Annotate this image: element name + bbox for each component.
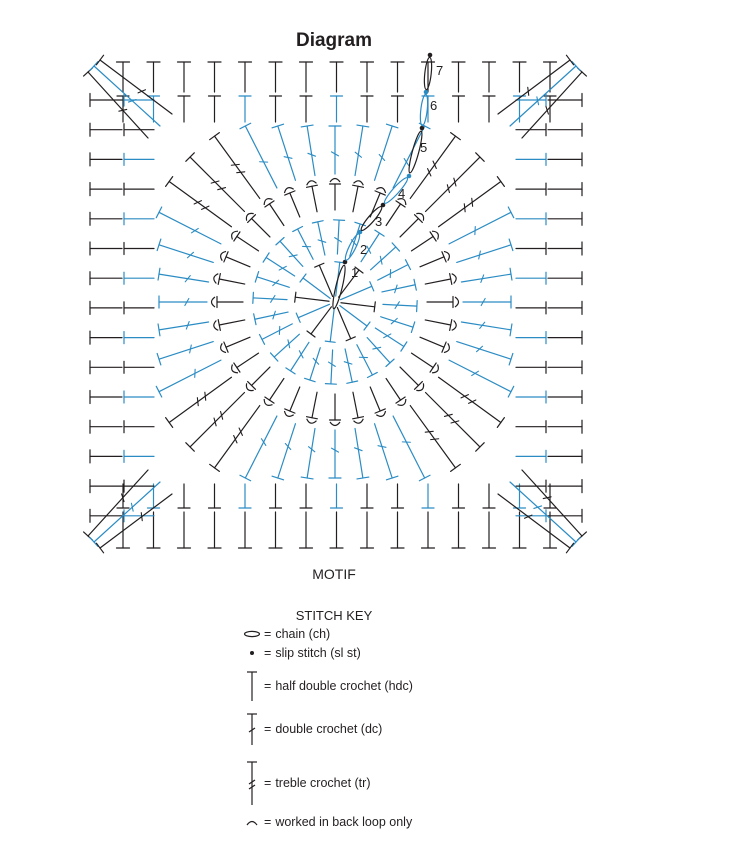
back-loop-mark bbox=[354, 180, 364, 185]
stitch-left-outer bbox=[90, 183, 122, 196]
stitch-round-3 bbox=[265, 201, 284, 226]
stitch-left-outer bbox=[90, 391, 122, 404]
stitch-corner bbox=[510, 482, 580, 546]
stitch-round-2 bbox=[371, 243, 400, 270]
hdc-icon bbox=[243, 670, 261, 702]
stitch-bottom-mid bbox=[300, 484, 312, 508]
stitch-right-outer bbox=[548, 123, 582, 136]
stitch-round-2 bbox=[334, 220, 345, 254]
stitch-bottom-outer bbox=[269, 512, 282, 548]
stitch-corner bbox=[90, 482, 160, 546]
stitch-top-outer bbox=[300, 62, 313, 92]
back-loop-mark bbox=[455, 297, 459, 307]
stitch-bottom-mid bbox=[209, 484, 221, 508]
stitch-round-3 bbox=[330, 184, 341, 210]
stitch-round-3 bbox=[234, 232, 259, 251]
stitch-top-outer bbox=[208, 62, 221, 92]
stitch-round-3 bbox=[224, 337, 250, 352]
stitch-bottom-mid bbox=[483, 484, 495, 508]
stitch-top-mid bbox=[361, 96, 373, 122]
stitch-round-4 bbox=[461, 322, 512, 336]
stitch-bottom-outer bbox=[147, 512, 160, 548]
round-number-6: 6 bbox=[430, 98, 438, 113]
key-label-hdc: half double crochet (hdc) bbox=[275, 679, 413, 693]
slip-stitch bbox=[424, 90, 429, 95]
stitch-round-2 bbox=[367, 338, 394, 367]
stitch-bottom-outer bbox=[513, 512, 526, 548]
slip-stitch-icon bbox=[243, 649, 261, 657]
stitch-corner bbox=[90, 62, 160, 126]
stitch-round-2 bbox=[255, 272, 289, 288]
stitch-right-mid bbox=[516, 243, 546, 255]
stitch-round-3 bbox=[285, 387, 300, 413]
key-label-dc: double crochet (dc) bbox=[275, 722, 383, 736]
stitch-right-mid bbox=[516, 332, 546, 344]
stitch-left-mid bbox=[124, 153, 154, 165]
stitch-round-2 bbox=[325, 350, 336, 384]
stitch-right-mid bbox=[516, 302, 546, 314]
stitch-top-outer bbox=[483, 62, 496, 92]
stitch-top-mid bbox=[392, 96, 404, 122]
back-loop-mark bbox=[262, 399, 272, 407]
stitch-left-mid bbox=[124, 302, 154, 314]
stitch-round-3 bbox=[307, 392, 318, 419]
stitch-right-mid bbox=[516, 391, 546, 403]
stitch-round-4 bbox=[439, 377, 505, 427]
stitch-round-2 bbox=[378, 260, 411, 280]
stitch-right-mid bbox=[516, 421, 546, 433]
stitch-round-4 bbox=[329, 126, 341, 174]
back-loop-mark bbox=[452, 273, 457, 283]
stitch-top-mid bbox=[300, 96, 312, 122]
stitch-right-outer bbox=[548, 242, 582, 255]
stitch-bottom-outer bbox=[391, 512, 404, 548]
stitch-round-4 bbox=[166, 377, 232, 427]
stitch-top-mid bbox=[453, 96, 465, 122]
stitch-round-4 bbox=[186, 153, 245, 212]
stitch-round-4 bbox=[272, 124, 295, 180]
back-loop-mark bbox=[262, 197, 272, 205]
stitch-round-4 bbox=[329, 430, 341, 478]
stitch-round-3 bbox=[400, 367, 422, 389]
stitch-round-2 bbox=[344, 349, 357, 383]
stitch-round-3 bbox=[425, 274, 452, 285]
back-loop-mark bbox=[213, 321, 218, 331]
back-loop-mark bbox=[213, 273, 218, 283]
stitch-corner bbox=[84, 470, 148, 540]
stitch-top-mid bbox=[270, 96, 282, 122]
stitch-bottom-outer bbox=[178, 512, 191, 548]
stitch-key-title: STITCH KEY bbox=[295, 608, 373, 623]
stitch-left-mid bbox=[124, 183, 154, 195]
stitch-round-4 bbox=[375, 424, 398, 480]
stitch-top-mid bbox=[331, 96, 343, 122]
stitch-round-4 bbox=[375, 124, 398, 180]
stitch-round-3 bbox=[307, 185, 318, 212]
stitch-round-4 bbox=[410, 133, 460, 199]
stitch-left-outer bbox=[90, 301, 122, 314]
stitch-round-4 bbox=[166, 177, 232, 227]
dc-icon bbox=[243, 712, 261, 746]
stitch-corner bbox=[498, 494, 574, 553]
stitch-corner bbox=[96, 494, 172, 553]
stitch-left-outer bbox=[90, 480, 122, 493]
stitch-left-mid bbox=[124, 480, 154, 492]
stitch-round-4 bbox=[410, 406, 460, 472]
back-loop-mark bbox=[398, 399, 408, 407]
stitch-bottom-outer bbox=[452, 512, 465, 548]
stitch-top-outer bbox=[513, 62, 526, 92]
stitch-left-mid bbox=[124, 421, 154, 433]
stitch-top-outer bbox=[452, 62, 465, 92]
stitch-bottom-mid bbox=[361, 484, 373, 508]
stitch-right-mid bbox=[516, 450, 546, 462]
stitch-round-3 bbox=[234, 353, 259, 372]
stitch-round-4 bbox=[355, 125, 369, 176]
stitch-bottom-outer bbox=[300, 512, 313, 548]
stitch-round-1 bbox=[341, 282, 374, 300]
stitch-round-2 bbox=[312, 221, 325, 255]
stitch-left-mid bbox=[124, 124, 154, 136]
stitch-right-outer bbox=[548, 450, 582, 463]
stitch-round-3 bbox=[427, 297, 453, 308]
key-label-tr: treble crochet (tr) bbox=[275, 776, 371, 790]
key-row-dc: = double crochet (dc) bbox=[243, 712, 382, 746]
stitch-round-4 bbox=[159, 296, 207, 308]
stitch-top-mid bbox=[178, 96, 190, 122]
back-loop-mark bbox=[306, 180, 316, 185]
stitch-top-mid bbox=[209, 96, 221, 122]
back-loop-mark bbox=[432, 365, 440, 375]
stitch-top-outer bbox=[269, 62, 282, 92]
stitch-right-outer bbox=[548, 153, 582, 166]
back-loop-mark bbox=[452, 321, 457, 331]
stitch-top-outer bbox=[147, 62, 160, 92]
slip-stitch bbox=[428, 53, 433, 58]
round-number-5: 5 bbox=[420, 140, 428, 155]
stitch-left-mid bbox=[124, 213, 154, 225]
stitch-round-3 bbox=[420, 337, 446, 352]
stitch-left-mid bbox=[124, 332, 154, 344]
stitch-right-mid bbox=[516, 361, 546, 373]
key-row-back-loop: = worked in back loop only bbox=[243, 815, 412, 829]
stitch-bottom-outer bbox=[117, 512, 130, 548]
stitch-left-outer bbox=[90, 272, 122, 285]
stitch-round-3 bbox=[330, 394, 341, 420]
stitch-round-1 bbox=[296, 304, 329, 322]
stitch-corner bbox=[96, 55, 172, 114]
stitch-left-outer bbox=[90, 331, 122, 344]
stitch-round-2 bbox=[276, 238, 303, 267]
stitch-round-1 bbox=[337, 308, 355, 341]
stitch-bottom-mid bbox=[270, 484, 282, 508]
stitch-round-2 bbox=[260, 324, 293, 344]
stitch-top-outer bbox=[544, 62, 557, 92]
stitch-round-3 bbox=[265, 378, 284, 403]
stitch-round-4 bbox=[301, 428, 315, 479]
stitch-round-4 bbox=[426, 153, 485, 212]
key-row-chain: = chain (ch) bbox=[243, 627, 330, 641]
stitch-bottom-mid bbox=[331, 484, 343, 508]
stitch-right-outer bbox=[548, 331, 582, 344]
stitch-round-2 bbox=[254, 311, 288, 324]
stitch-corner bbox=[522, 68, 586, 138]
stitch-round-3 bbox=[400, 215, 422, 237]
stitch-corner bbox=[498, 55, 574, 114]
stitch-round-3 bbox=[411, 353, 436, 372]
stitch-round-3 bbox=[224, 252, 250, 267]
stitch-round-4 bbox=[457, 239, 513, 262]
stitch-left-outer bbox=[90, 242, 122, 255]
stitch-round-4 bbox=[186, 393, 245, 452]
stitch-bottom-mid bbox=[392, 484, 404, 508]
round-number-7: 7 bbox=[436, 63, 444, 78]
stitch-right-outer bbox=[548, 183, 582, 196]
stitch-right-mid bbox=[516, 124, 546, 136]
motif-caption: MOTIF bbox=[312, 566, 356, 582]
round-number-4: 4 bbox=[398, 186, 406, 201]
key-label-back-loop: worked in back loop only bbox=[275, 815, 413, 829]
stitch-right-mid bbox=[516, 480, 546, 492]
stitch-left-mid bbox=[124, 361, 154, 373]
round-number-2: 2 bbox=[360, 242, 368, 257]
stitch-round-4 bbox=[301, 125, 315, 176]
stitch-round-3 bbox=[420, 252, 446, 267]
tr-icon bbox=[243, 760, 261, 806]
back-loop-icon bbox=[243, 817, 261, 827]
stitch-bottom-mid bbox=[453, 484, 465, 508]
stitch-round-2 bbox=[357, 345, 377, 378]
stitch-top-mid bbox=[483, 96, 495, 122]
back-loop-mark bbox=[230, 229, 238, 239]
stitch-top-outer bbox=[391, 62, 404, 92]
stitch-left-outer bbox=[90, 123, 122, 136]
stitch-round-3 bbox=[218, 320, 245, 331]
stitch-right-outer bbox=[548, 391, 582, 404]
key-row-tr: = treble crochet (tr) bbox=[243, 760, 370, 806]
stitch-right-outer bbox=[548, 420, 582, 433]
stitch-left-outer bbox=[90, 450, 122, 463]
stitch-round-3 bbox=[353, 185, 364, 212]
stitch-left-outer bbox=[90, 153, 122, 166]
stitch-round-4 bbox=[210, 133, 260, 199]
back-loop-mark bbox=[432, 229, 440, 239]
round-number-1: 1 bbox=[351, 265, 359, 280]
slip-stitch bbox=[420, 126, 425, 131]
stitch-bottom-outer bbox=[483, 512, 496, 548]
stitch-round-2 bbox=[293, 227, 313, 260]
stitch-top-outer bbox=[330, 62, 343, 92]
stitch-right-outer bbox=[548, 509, 582, 522]
stitch-left-mid bbox=[124, 243, 154, 255]
stitch-round-2 bbox=[383, 301, 417, 312]
key-label-slip-stitch: slip stitch (sl st) bbox=[275, 646, 361, 660]
stitch-right-outer bbox=[548, 480, 582, 493]
stitch-round-4 bbox=[457, 342, 513, 365]
stitch-corner bbox=[510, 62, 580, 126]
chain-icon bbox=[243, 630, 261, 638]
stitch-round-3 bbox=[353, 392, 364, 419]
stitch-round-4 bbox=[426, 393, 485, 452]
stitch-round-1 bbox=[315, 263, 333, 296]
back-loop-mark bbox=[230, 365, 238, 375]
stitch-round-4 bbox=[158, 268, 209, 282]
stitch-right-outer bbox=[548, 212, 582, 225]
stitch-round-2 bbox=[381, 317, 415, 333]
stitch-round-3 bbox=[248, 367, 270, 389]
stitch-round-4 bbox=[157, 342, 213, 365]
stitch-top-mid bbox=[239, 96, 251, 122]
stitch-top-outer bbox=[361, 62, 374, 92]
stitch-left-mid bbox=[124, 272, 154, 284]
key-label-chain: chain (ch) bbox=[275, 627, 331, 641]
round-number-3: 3 bbox=[375, 214, 383, 229]
stitch-right-outer bbox=[548, 361, 582, 374]
stitch-round-4 bbox=[272, 424, 295, 480]
stitch-left-outer bbox=[90, 361, 122, 374]
back-loop-mark bbox=[330, 179, 340, 183]
stitch-top-outer bbox=[178, 62, 191, 92]
stitch-round-3 bbox=[425, 320, 452, 331]
stitch-right-mid bbox=[516, 272, 546, 284]
stitch-corner bbox=[84, 68, 148, 138]
slip-stitch bbox=[407, 174, 412, 179]
stitch-round-4 bbox=[157, 239, 213, 262]
stitch-round-1 bbox=[300, 274, 330, 298]
stitch-bottom-outer bbox=[361, 512, 374, 548]
stitch-round-2 bbox=[253, 292, 287, 303]
stitch-round-4 bbox=[439, 177, 505, 227]
stitch-round-4 bbox=[210, 406, 260, 472]
stitch-round-3 bbox=[217, 297, 243, 308]
back-loop-mark bbox=[330, 422, 340, 426]
stitch-right-outer bbox=[548, 272, 582, 285]
key-row-slip-stitch: = slip stitch (sl st) bbox=[243, 646, 361, 660]
stitch-right-mid bbox=[516, 153, 546, 165]
stitch-bottom-outer bbox=[330, 512, 343, 548]
stitch-right-mid bbox=[516, 213, 546, 225]
stitch-right-mid bbox=[516, 183, 546, 195]
stitch-bottom-mid bbox=[239, 484, 251, 508]
stitch-round-2 bbox=[271, 334, 300, 361]
stitch-round-1 bbox=[307, 307, 331, 337]
stitch-left-mid bbox=[124, 450, 154, 462]
stitch-round-3 bbox=[285, 191, 300, 217]
stitch-round-4 bbox=[158, 322, 209, 336]
stitch-bottom-outer bbox=[422, 512, 435, 548]
stitch-round-3 bbox=[386, 378, 405, 403]
stitch-bottom-mid bbox=[117, 484, 129, 508]
stitch-round-3 bbox=[370, 387, 385, 413]
stitch-round-2 bbox=[382, 279, 416, 292]
stitch-round-2 bbox=[305, 348, 321, 382]
stitch-left-outer bbox=[90, 212, 122, 225]
stitch-bottom-mid bbox=[422, 484, 434, 508]
back-loop-mark bbox=[306, 419, 316, 424]
stitch-top-outer bbox=[239, 62, 252, 92]
stitch-round-4 bbox=[355, 428, 369, 479]
stitch-round-3 bbox=[248, 215, 270, 237]
diagram-title: Diagram bbox=[295, 30, 373, 51]
stitch-round-3 bbox=[411, 232, 436, 251]
stitch-round-4 bbox=[461, 268, 512, 282]
stitch-corner bbox=[522, 470, 586, 540]
back-loop-mark bbox=[212, 297, 216, 307]
back-loop-mark bbox=[354, 419, 364, 424]
stitch-right-outer bbox=[548, 301, 582, 314]
key-row-hdc: = half double crochet (hdc) bbox=[243, 670, 413, 702]
stitch-bottom-mid bbox=[178, 484, 190, 508]
stitch-round-1 bbox=[340, 306, 370, 330]
stitch-round-4 bbox=[463, 296, 511, 308]
stitch-round-3 bbox=[386, 201, 405, 226]
stitch-bottom-outer bbox=[239, 512, 252, 548]
stitch-left-mid bbox=[124, 391, 154, 403]
stitch-left-outer bbox=[90, 420, 122, 433]
stitch-bottom-outer bbox=[208, 512, 221, 548]
stitch-round-3 bbox=[218, 274, 245, 285]
